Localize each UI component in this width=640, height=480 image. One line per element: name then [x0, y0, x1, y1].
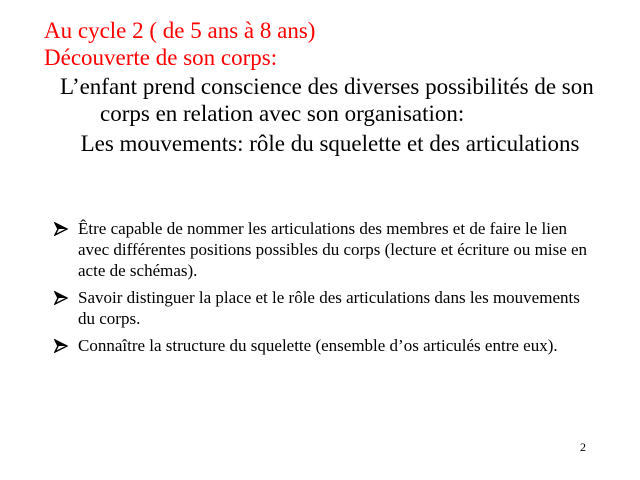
slide-title-line-2: Découverte de son corps:: [44, 45, 278, 70]
list-item: [54, 218, 594, 281]
arrowhead-bullet-icon: [54, 287, 78, 308]
list-item: [54, 287, 594, 329]
section-subtitle: Les mouvements: rôle du squelette et des articulations: [80, 131, 580, 156]
list-item: [54, 335, 594, 356]
intro-paragraph: L’enfant prend conscience des diverses possibilités de son corps en relation avec son organisation:: [60, 74, 594, 126]
bullet-text: Connaître la structure du squelette (ensemble d’os articulés entre eux).: [78, 336, 558, 355]
intro-text-block: [40, 73, 620, 127]
page-number: 2: [580, 440, 586, 454]
arrowhead-bullet-icon: [54, 335, 78, 356]
bullet-list: [54, 218, 594, 362]
arrowhead-bullet-icon: [54, 218, 78, 239]
bullet-text: Être capable de nommer les articulations des membres et de faire le lien avec différentes positions possibles du corps (lecture et écriture ou mise en acte de schémas).: [78, 219, 588, 280]
slide-title-line-1: Au cycle 2 ( de 5 ans à 8 ans): [44, 18, 316, 43]
bullet-text: Savoir distinguer la place et le rôle des articulations dans les mouvements du corps.: [78, 288, 580, 328]
